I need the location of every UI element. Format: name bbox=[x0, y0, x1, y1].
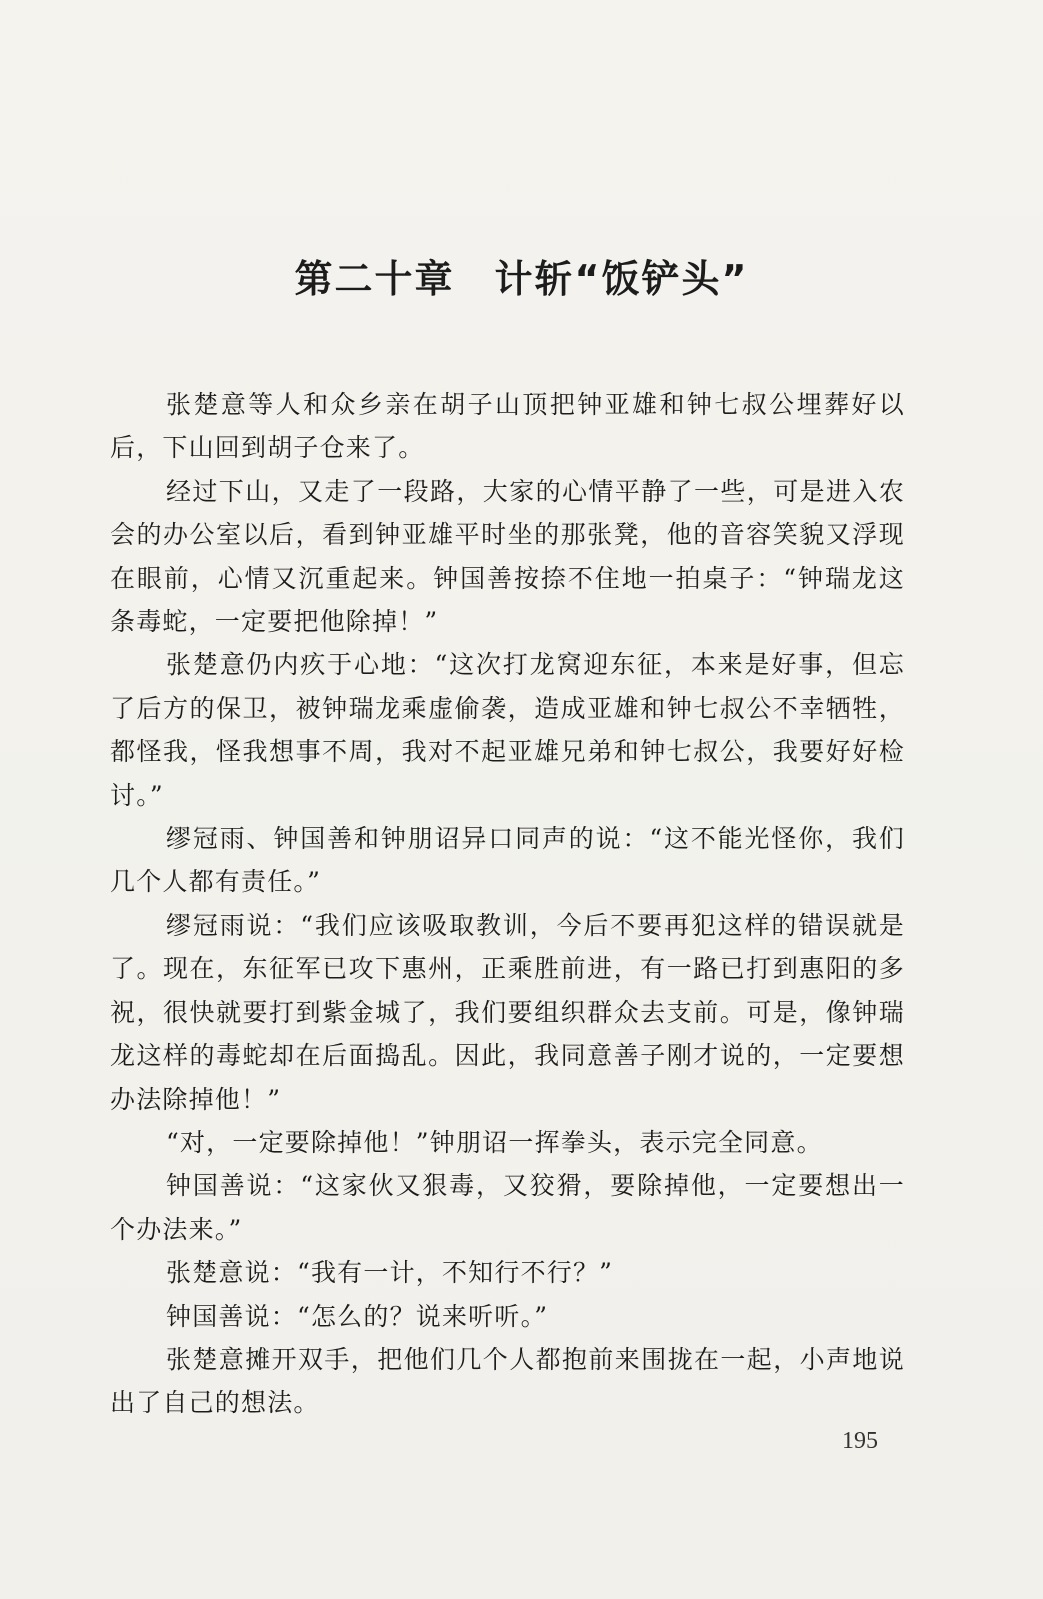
paragraph: 经过下山，又走了一段路，大家的心情平静了一些，可是进入农会的办公室以后，看到钟亚雄平时坐的那张凳，他的音容笑貌又浮现在眼前，心情又沉重起来。钟国善按捺不住地一拍桌子：“钟瑞龙这条毒蛇，一定要把他除掉！” bbox=[110, 476, 905, 637]
paragraph: 张楚意说：“我有一计，不知行不行？” bbox=[166, 1258, 614, 1288]
paragraph: 缪冠雨、钟国善和钟朋诏异口同声的说：“这不能光怪你，我们几个人都有责任。” bbox=[110, 824, 905, 897]
paragraph: “对，一定要除掉他！”钟朋诏一挥拳头，表示完全同意。 bbox=[166, 1127, 823, 1157]
page-number: 195 bbox=[842, 1428, 878, 1454]
paragraph: 缪冠雨说：“我们应该吸取教训，今后不要再犯这样的错误就是了。现在，东征军已攻下惠州，正乘胜前进，有一路已打到惠阳的多祝，很快就要打到紫金城了，我们要组织群众去支前。可是，像钟瑞龙这样的毒蛇却在后面捣乱。因此，我同意善子刚才说的，一定要想办法除掉他！” bbox=[110, 910, 905, 1114]
paragraph: 钟国善说：“怎么的？说来听听。” bbox=[166, 1301, 549, 1331]
chapter-title: 第二十章 计斩“饭铲头” bbox=[294, 257, 749, 301]
paragraph: 钟国善说：“这家伙又狠毒，又狡猾，要除掉他，一定要想出一个办法来。” bbox=[110, 1171, 905, 1244]
body-text bbox=[110, 383, 905, 1425]
paragraph: 张楚意等人和众乡亲在胡子山顶把钟亚雄和钟七叔公埋葬好以后，下山回到胡子仓来了。 bbox=[110, 390, 905, 463]
paragraph: 张楚意摊开双手，把他们几个人都抱前来围拢在一起，小声地说出了自己的想法。 bbox=[110, 1344, 905, 1418]
paragraph: 张楚意仍内疚于心地：“这次打龙窝迎东征，本来是好事，但忘了后方的保卫，被钟瑞龙乘虚偷袭，造成亚雄和钟七叔公不幸牺牲，都怪我，怪我想事不周，我对不起亚雄兄弟和钟七叔公，我要好好检讨。” bbox=[110, 650, 905, 810]
